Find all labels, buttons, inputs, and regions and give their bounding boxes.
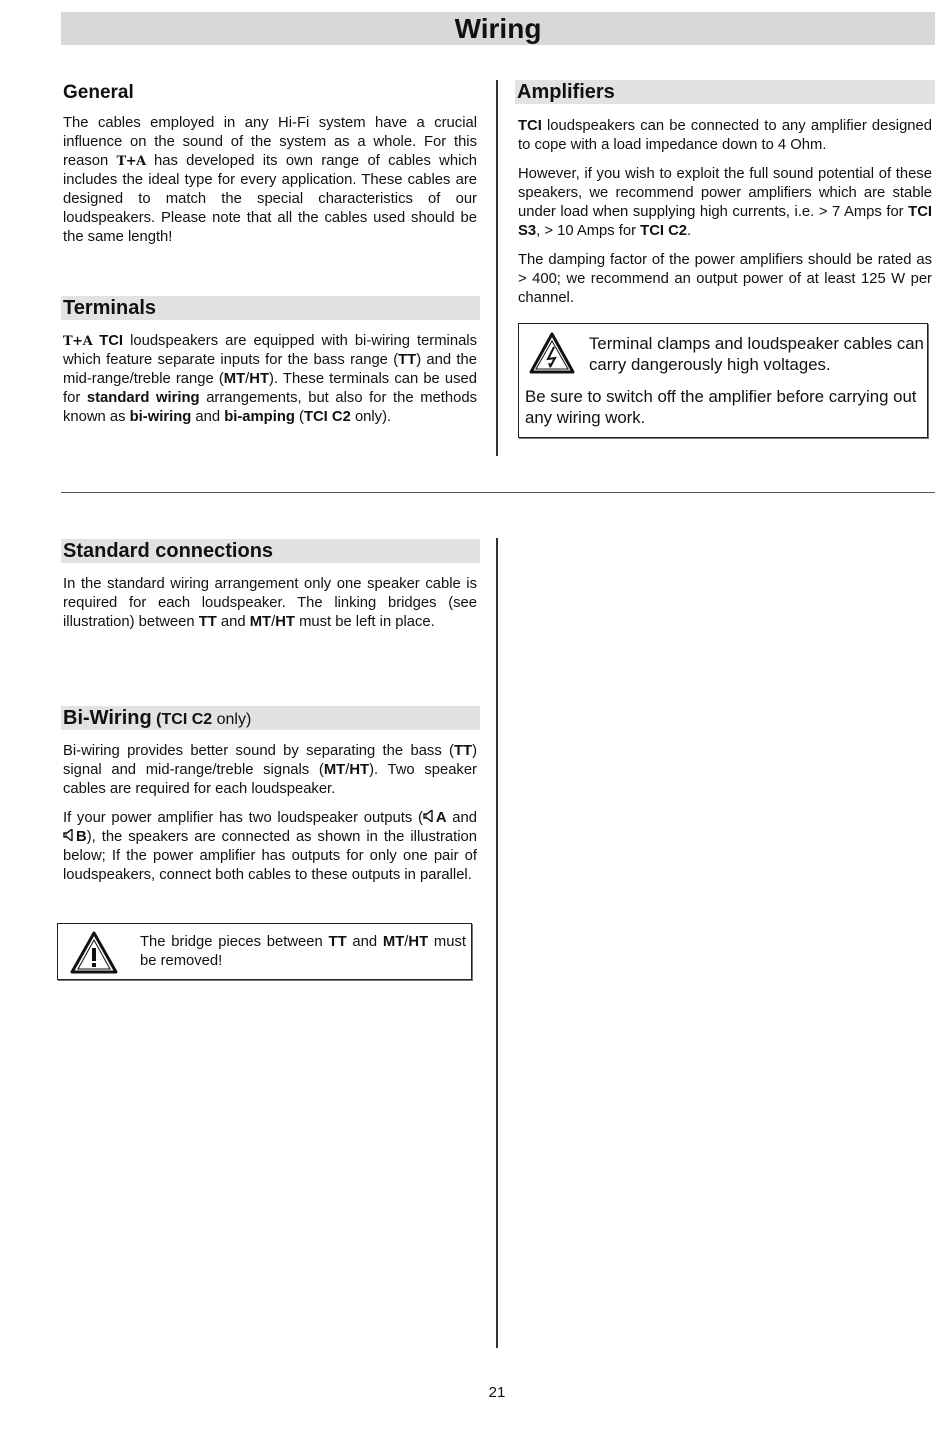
- voltage-warning-line1: Terminal clamps and loudspeaker cables can carry dangerously high voltages.: [589, 334, 924, 374]
- column-divider-top: [496, 80, 498, 456]
- standard-heading: Standard connections: [61, 539, 480, 563]
- voltage-warning-line2: Be sure to switch off the amplifier before carrying out any wiring work.: [525, 387, 917, 427]
- general-text: The cables employed in any Hi-Fi system have a crucial influence on the sound of the system as a whole. For this reason T+A has developed its own range of cables which includes the ideal type for every application. These cables are designed to match the special characteristics of our loudspeakers. Please note that all the cables used should be the same length!: [63, 115, 477, 245]
- page-title: Wiring: [61, 12, 935, 45]
- biwiring-text: Bi-wiring provides better sound by separating the bass (TT) signal and mid-range/treble signals (MT/HT). Two speaker cables are required for each loudspeaker. If your power amplifier has two loudspeaker outputs ( A and B), the speakers are connected as shown in the illustration below; If the power amplifier has outputs for only one pair of loudspeakers, connect both cables to these outputs in parallel.: [63, 743, 477, 883]
- voltage-warning-box: [518, 323, 928, 438]
- amplifiers-text: TCI loudspeakers can be connected to any amplifier designed to cope with a load impedance down to 4 Ohm. However, if you wish to exploit the full sound potential of these speakers, we recommend power amplifiers which are stable under load when supplying high currents, i.e. > 7 Amps for TCI S3, > 10 Amps for TCI C2. The damping factor of the power amplifiers should be rated as > 400; we recommend an output power of at least 125 W per channel.: [518, 118, 932, 306]
- amplifiers-heading: Amplifiers: [515, 80, 935, 104]
- high-voltage-warning-icon: [528, 331, 576, 375]
- page-number: 21: [488, 1384, 506, 1401]
- ta-logo: T+A: [63, 334, 93, 349]
- terminals-heading: Terminals: [61, 296, 480, 320]
- ta-logo: T+A: [116, 154, 146, 169]
- warning-triangle-icon: [69, 930, 119, 975]
- bridge-warning-text: The bridge pieces between TT and MT/HT must be removed!: [140, 934, 466, 969]
- standard-text: In the standard wiring arrangement only one speaker cable is required for each loudspeaker. The linking bridges (see illustration) between TT and MT/HT must be left in place.: [63, 576, 477, 630]
- general-heading: General: [63, 82, 134, 103]
- speaker-icon: [63, 829, 76, 841]
- section-divider: [61, 492, 935, 493]
- column-divider-bottom: [496, 538, 498, 1348]
- biwiring-heading: Bi-Wiring (TCI C2 only): [61, 706, 480, 730]
- bridge-warning-box: [57, 923, 472, 980]
- speaker-icon: [423, 810, 436, 822]
- terminals-text: T+A TCI loudspeakers are equipped with bi-wiring terminals which feature separate inputs for the bass range (TT) and the mid-range/treble range (MT/HT). These terminals can be used for standard wiring arrangements, but also for the methods known as bi-wiring and bi-amping (TCI C2 only).: [63, 333, 477, 425]
